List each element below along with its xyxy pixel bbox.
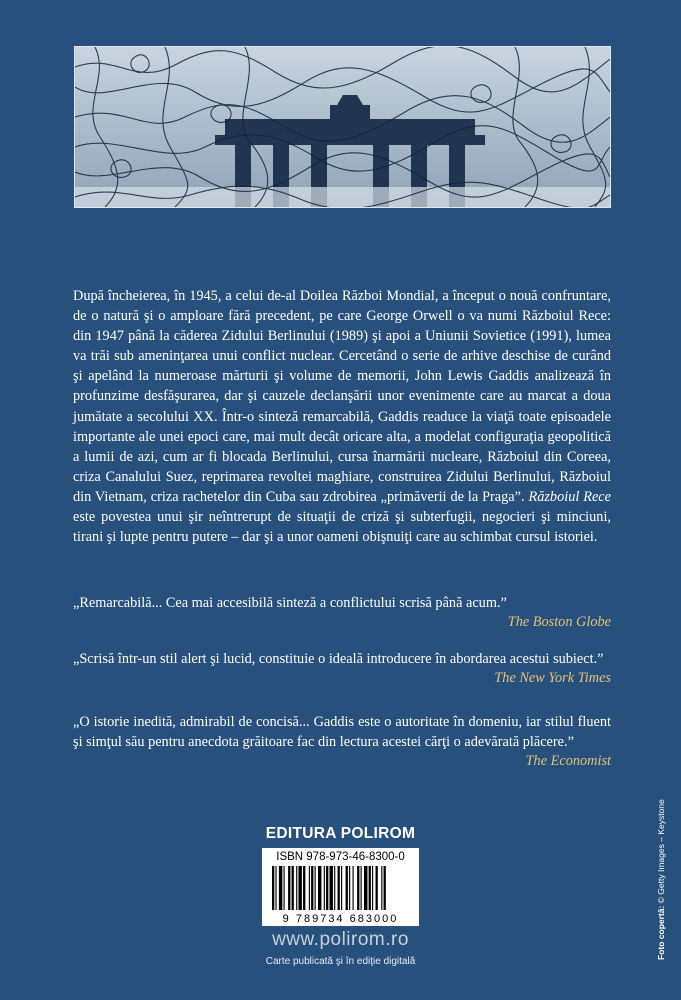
- barcode-bar: [292, 866, 294, 910]
- quote-3-source: The Economist: [525, 753, 611, 769]
- barcode-bar: [311, 866, 313, 910]
- barcode-bar: [326, 866, 328, 910]
- isbn-number: ISBN 978-973-46-8300-0: [276, 851, 405, 863]
- cover-photo: [74, 46, 611, 208]
- barcode-bar: [346, 866, 348, 910]
- barcode-bar: [357, 866, 359, 910]
- barcode-bar: [369, 866, 371, 910]
- barcode-bar: [318, 866, 321, 910]
- barcode-bar: [330, 866, 333, 910]
- barcode-bar: [334, 866, 335, 910]
- quote-3: „O istorie inedită, admirabil de concisă... Gaddis este o autoritate în domeniu, iar stilul fluent şi simţul său pentru anecdota grăitoare fac din lectura acestei cărţi o adevărată plăcere.”: [73, 714, 611, 750]
- barcode-bar: [298, 866, 301, 910]
- barcode-bar: [364, 866, 367, 910]
- barcode-bar: [288, 866, 290, 910]
- quote-2: „Scrisă într-un stil alert şi lucid, constituie o ideală introducere în abordarea acestui subiect.”: [73, 651, 604, 667]
- barcode-bar: [309, 866, 310, 910]
- barcode-bar: [338, 866, 340, 910]
- barcode-bar: [349, 866, 350, 910]
- book-description: [73, 286, 611, 547]
- barcode-bar: [275, 866, 276, 910]
- photo-credit-label: Foto copertă:: [656, 905, 666, 960]
- barcode-bar: [303, 866, 305, 910]
- quote-1: „Remarcabilă... Cea mai accesibilă sinteză a conflictului scrisă până acum.”: [73, 595, 507, 611]
- barcode-bar: [376, 866, 378, 910]
- digital-edition-note: Carte publicată şi în ediţie digitală: [265, 956, 416, 967]
- brandenburg-gate-barbed-wire-photo: [75, 47, 610, 207]
- barcode-bar: [296, 866, 297, 910]
- barcode-bar: [381, 866, 382, 910]
- barcode-block: [262, 848, 419, 926]
- barcode-bar: [372, 866, 373, 910]
- quote-2-source: The New York Times: [494, 670, 611, 686]
- barcode-bar: [279, 866, 282, 910]
- barcode-bar: [341, 866, 342, 910]
- quote-1-source: The Boston Globe: [507, 614, 611, 630]
- blurb-tail: este povestea unui şir neîntrerupt de situaţii de criză şi subterfugii, negocieri şi minciuni, tirani şi lupte pentru putere – dar şi a unor oameni obişnuiţi care au schimbat cursul istoriei.: [73, 509, 611, 546]
- publisher-website[interactable]: www.polirom.ro: [272, 929, 409, 950]
- barcode-bar: [324, 866, 325, 910]
- barcode-number: 9 789734 683000: [282, 913, 399, 925]
- photo-credit: [656, 720, 666, 960]
- publisher-name: EDITURA POLIROM: [265, 825, 416, 842]
- blurb-lead: După încheierea, în 1945, a celui de-al Doilea Război Mondial, a început o nouă confruntare, de o natură şi o amploare fără precedent, pe care George Orwell o va numi Războiul Rece: din 1947 până la căderea Zidului Berlinului (1989) şi apoi a Uniunii Sovietice (1991), lumea va trăi sub ameninţarea unui conflict nuclear. Cercetând o serie de arhive deschise de curând şi apelând la numeroase mărturii şi volume de memorii, John Lewis Gaddis analizează în profunzime desfăşurarea, dar şi cauzele declanşării unor evenimente care au marcat a doua jumătate a secolului XX. Într-o sinteză remarcabilă, Gaddis readuce la viaţă toate episoadele importante ale unei epoci care, mai mult decât oricare alta, a modelat configuraţia geopolitică a lumii de azi, cum ar fi blocada Berlinului, cursa înarmării nucleare, Războiul din Coreea, criza Canalului Suez, reprimarea revoltei maghiare, construirea Zidului Berlinului, Războiul din Vietnam, criza rachetelor din Cuba sau zdrobirea „primăverii de la Praga”.: [73, 288, 611, 505]
- barcode-bar: [384, 866, 386, 910]
- barcode-bar: [315, 866, 316, 910]
- barcode-bar: [353, 866, 354, 910]
- photo-credit-text: © Getty Images – Keystone: [656, 799, 666, 906]
- barcode-bar: [361, 866, 362, 910]
- barcode-bar: [284, 866, 285, 910]
- blurb-book-title: Războiul Rece: [528, 488, 612, 505]
- barcode-bar: [272, 866, 274, 910]
